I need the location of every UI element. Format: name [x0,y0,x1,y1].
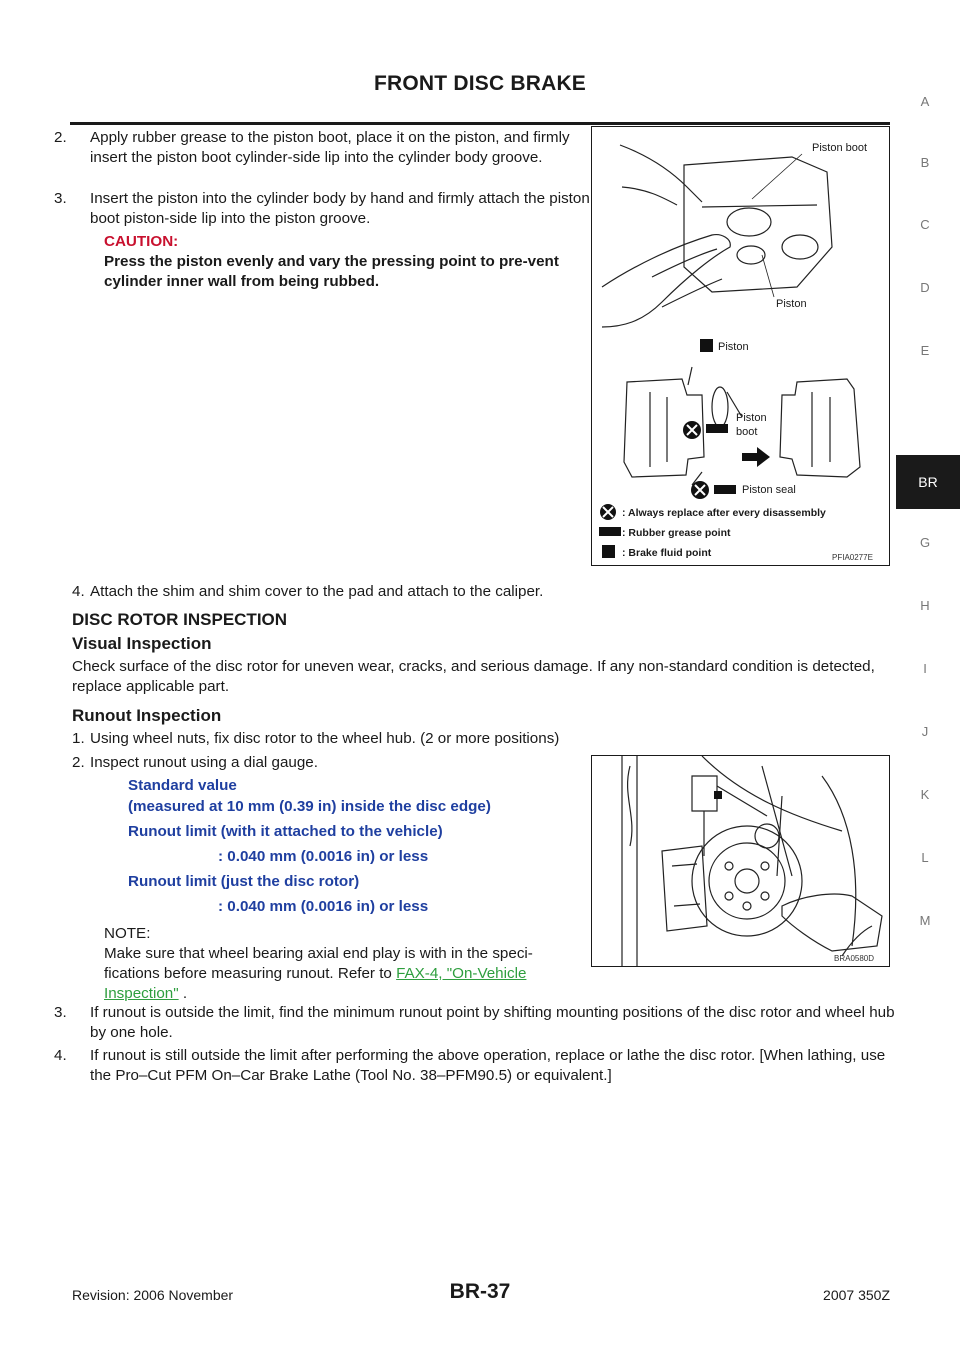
page-title: FRONT DISC BRAKE [373,72,587,95]
step-3 [54,189,602,229]
rubber-grease-icon [706,424,728,433]
step-number: 1. [72,730,85,747]
visual-inspection-title: Visual Inspection [72,634,212,653]
label-piston-legend: Piston [718,341,749,353]
note-block [104,924,582,1004]
step-number: 2. [54,129,67,146]
runout-step-3 [54,1003,910,1043]
legend-fluid: : Brake fluid point [622,547,712,559]
legend-grease: : Rubber grease point [622,527,731,539]
runout-step-1 [72,729,872,749]
note-text-end: . [178,985,188,1002]
side-index-h[interactable]: H [920,598,930,613]
step-text: Using wheel nuts, fix disc rotor to the wheel hub. (2 or more positions) [90,730,560,747]
step-number: 4. [72,583,85,600]
side-index-c[interactable]: C [920,217,930,232]
runout-inspection-title: Runout Inspection [72,706,222,725]
note-label: NOTE: [104,925,151,942]
brake-fluid-icon [700,339,713,352]
spec-limit-vehicle-label: Runout limit (with it attached to the vehicle) [128,823,443,840]
label-piston-boot-lower-1: Piston [736,412,767,424]
side-index-i[interactable]: I [923,661,927,676]
side-index-k[interactable]: K [920,787,930,802]
step-text: Insert the piston into the cylinder body by hand and firmly attach the piston boot piston-side lip into the piston groove. [90,190,590,227]
figure-code: BRA0580D [834,954,875,963]
step-number: 3. [54,1004,67,1021]
side-index-g[interactable]: G [919,535,931,550]
note-text: Make sure that wheel bearing axial end play is with in the speci-fications before measuring runout. Refer to [104,945,533,982]
fluid-legend-icon [602,545,615,558]
caution-text: Press the piston evenly and vary the pressing point to pre-vent cylinder inner wall from being rubbed. [104,253,559,290]
dial-gauge-illustration [592,756,889,966]
side-index-br-active[interactable]: BR [896,455,960,509]
fax-4-link[interactable]: FAX-4, "On-Vehicle Inspection" [104,965,527,1002]
caution-label: CAUTION: [104,233,179,250]
side-index-l[interactable]: L [921,850,929,865]
step-text: Inspect runout using a dial gauge. [90,754,318,771]
label-piston-boot-lower-2: boot [736,426,758,438]
step-2 [54,128,602,168]
runout-step-2 [72,753,584,773]
step-number: 2. [72,754,85,771]
runout-step-4 [54,1046,910,1086]
step-text: Apply rubber grease to the piston boot, place it on the piston, and firmly insert the piston boot cylinder-side lip into the cylinder body groove. [90,129,570,166]
caliper-assembly-illustration [592,127,889,565]
step-text: If runout is still outside the limit after performing the above operation, replace or lathe the disc rotor. [When lathing, use the Pro–Cut PFM On–Car Brake Lathe (Tool No. 38–PFM90.5) or equivalent.] [90,1047,886,1084]
grease-legend-icon [599,527,621,536]
dial-gauge-figure [591,755,890,967]
visual-inspection-text: Check surface of the disc rotor for uneven wear, cracks, and serious damage. If any non-standard condition is detected, replace applicable part. [72,658,875,695]
note-body [104,944,582,1004]
section-title: DISC ROTOR INSPECTION [72,610,288,629]
spec-limit-vehicle-value: : 0.040 mm (0.0016 in) or less [218,848,429,865]
side-index-b[interactable]: B [920,155,930,170]
spec-limit-rotor-label: Runout limit (just the disc rotor) [128,873,360,890]
footer-page-number: BR-37 [449,1280,511,1303]
side-index-d[interactable]: D [920,280,930,295]
footer-model: 2007 350Z [823,1287,890,1303]
spec-limit-rotor-value: : 0.040 mm (0.0016 in) or less [218,898,429,915]
side-index-j[interactable]: J [921,724,929,739]
step-number: 3. [54,190,67,207]
legend-replace: : Always replace after every disassembly [622,507,826,519]
rubber-grease-icon [714,485,736,494]
footer-revision: Revision: 2006 November [72,1287,234,1303]
step-text: Attach the shim and shim cover to the pad and attach to the caliper. [90,583,544,600]
label-piston-boot-top: Piston boot [812,142,868,154]
step-number: 4. [54,1047,67,1064]
label-piston: Piston [776,298,807,310]
figure-code: PFIA0277E [832,553,873,562]
side-index-a[interactable]: A [920,94,930,109]
step-4 [72,582,872,602]
spec-standard-value: Standard value [128,777,237,794]
side-index-e[interactable]: E [920,343,930,358]
label-piston-seal: Piston seal [742,484,796,496]
side-index-m[interactable]: M [919,913,931,928]
caliper-assembly-figure [591,126,890,566]
spec-measured-at: (measured at 10 mm (0.39 in) inside the disc edge) [128,798,491,815]
step-text: If runout is outside the limit, find the minimum runout point by shifting mounting positions of the disc rotor and wheel hub by one hole. [90,1004,895,1041]
caution-block [104,232,586,292]
header-rule [70,122,890,125]
